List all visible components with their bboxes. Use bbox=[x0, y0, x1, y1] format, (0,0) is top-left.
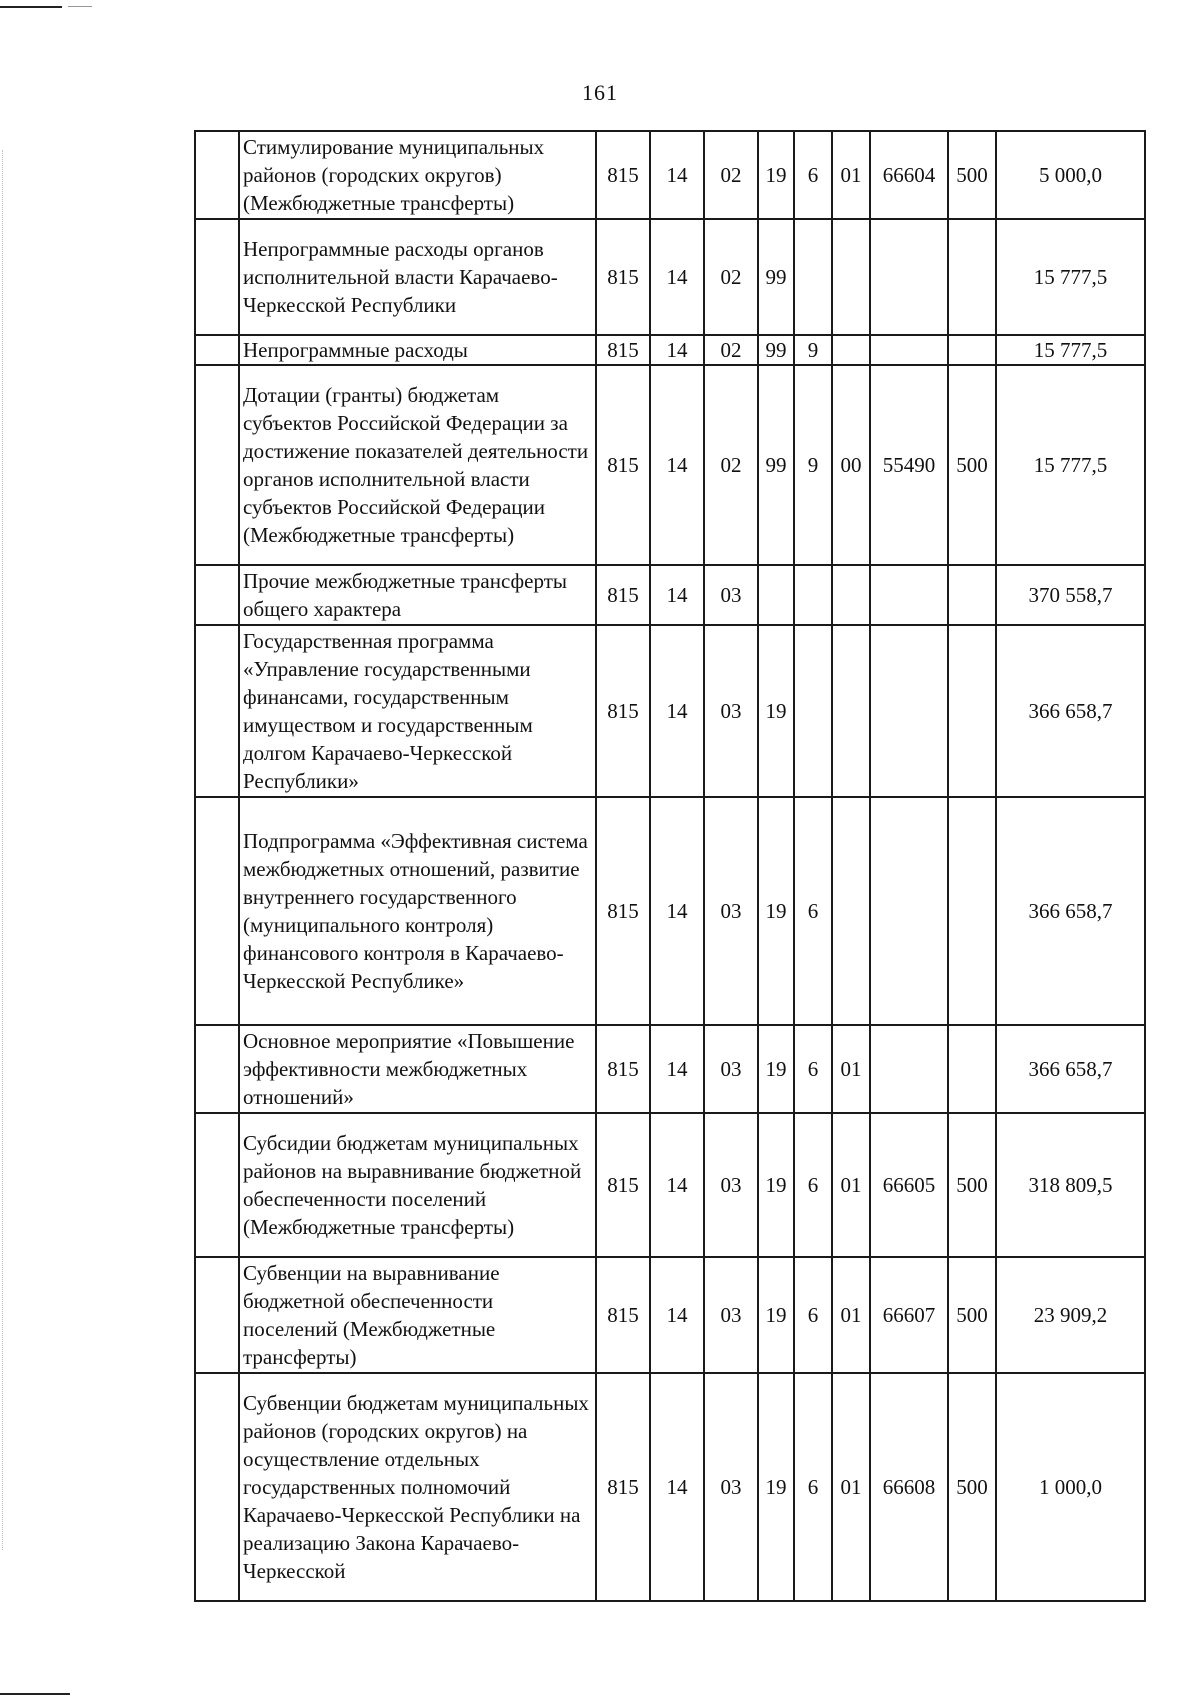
row-number-cell bbox=[195, 1025, 239, 1113]
direction-code: 66605 bbox=[870, 1113, 948, 1257]
amount: 318 809,5 bbox=[996, 1113, 1145, 1257]
subsection-code: 03 bbox=[704, 1025, 758, 1113]
item-name: Подпрограмма «Эффективная система межбюджетных отношений, развитие внутреннего государственного (муниципального контроля) финансового контроля в Карачаево-Черкесской Республике» bbox=[239, 797, 596, 1025]
table-row bbox=[195, 565, 1145, 625]
program-code: 19 bbox=[758, 1113, 794, 1257]
expense-type-code bbox=[948, 219, 996, 335]
subsection-code: 03 bbox=[704, 625, 758, 797]
activity-code bbox=[832, 565, 870, 625]
activity-code bbox=[832, 797, 870, 1025]
amount: 366 658,7 bbox=[996, 1025, 1145, 1113]
section-code: 14 bbox=[650, 131, 704, 219]
item-name: Государственная программа «Управление государственными финансами, государственным имуществом и государственным долгом Карачаево-Черкесской Республики» bbox=[239, 625, 596, 797]
expense-type-code bbox=[948, 565, 996, 625]
direction-code bbox=[870, 797, 948, 1025]
expense-type-code: 500 bbox=[948, 1113, 996, 1257]
section-code: 14 bbox=[650, 335, 704, 365]
table-row bbox=[195, 365, 1145, 565]
section-code: 14 bbox=[650, 365, 704, 565]
row-number-cell bbox=[195, 625, 239, 797]
subsection-code: 03 bbox=[704, 1113, 758, 1257]
subprogram-code bbox=[794, 565, 832, 625]
row-number-cell bbox=[195, 219, 239, 335]
table-row bbox=[195, 1025, 1145, 1113]
program-code: 19 bbox=[758, 131, 794, 219]
subprogram-code bbox=[794, 625, 832, 797]
activity-code: 01 bbox=[832, 131, 870, 219]
table-row bbox=[195, 1257, 1145, 1373]
section-code: 14 bbox=[650, 625, 704, 797]
subprogram-code: 6 bbox=[794, 1113, 832, 1257]
ministry-code: 815 bbox=[596, 365, 650, 565]
table-row bbox=[195, 797, 1145, 1025]
ministry-code: 815 bbox=[596, 219, 650, 335]
subsection-code: 03 bbox=[704, 797, 758, 1025]
table-row bbox=[195, 131, 1145, 219]
budget-table bbox=[194, 130, 1146, 1602]
amount: 370 558,7 bbox=[996, 565, 1145, 625]
subprogram-code: 9 bbox=[794, 335, 832, 365]
row-number-cell bbox=[195, 335, 239, 365]
expense-type-code bbox=[948, 797, 996, 1025]
scan-edge-mark bbox=[0, 6, 62, 8]
activity-code: 01 bbox=[832, 1113, 870, 1257]
subprogram-code: 6 bbox=[794, 1373, 832, 1601]
program-code: 19 bbox=[758, 1257, 794, 1373]
ministry-code: 815 bbox=[596, 1113, 650, 1257]
activity-code: 01 bbox=[832, 1025, 870, 1113]
section-code: 14 bbox=[650, 797, 704, 1025]
activity-code: 01 bbox=[832, 1257, 870, 1373]
row-number-cell bbox=[195, 365, 239, 565]
item-name: Непрограммные расходы bbox=[239, 335, 596, 365]
item-name: Дотации (гранты) бюджетам субъектов Российской Федерации за достижение показателей деятельности органов исполнительной власти субъектов Российской Федерации (Межбюджетные трансферты) bbox=[239, 365, 596, 565]
subprogram-code: 6 bbox=[794, 797, 832, 1025]
subsection-code: 03 bbox=[704, 1373, 758, 1601]
activity-code bbox=[832, 219, 870, 335]
activity-code bbox=[832, 625, 870, 797]
direction-code: 55490 bbox=[870, 365, 948, 565]
program-code: 19 bbox=[758, 625, 794, 797]
subsection-code: 02 bbox=[704, 219, 758, 335]
scan-edge-mark bbox=[68, 6, 92, 7]
amount: 23 909,2 bbox=[996, 1257, 1145, 1373]
item-name: Субвенции на выравнивание бюджетной обеспеченности поселений (Межбюджетные трансферты) bbox=[239, 1257, 596, 1373]
subprogram-code: 6 bbox=[794, 1025, 832, 1113]
row-number-cell bbox=[195, 797, 239, 1025]
amount: 15 777,5 bbox=[996, 365, 1145, 565]
section-code: 14 bbox=[650, 1113, 704, 1257]
item-name: Субвенции бюджетам муниципальных районов (городских округов) на осуществление отдельных государственных полномочий Карачаево-Черкесской Республики на реализацию Закона Карачаево-Черкесской bbox=[239, 1373, 596, 1601]
section-code: 14 bbox=[650, 1025, 704, 1113]
direction-code bbox=[870, 625, 948, 797]
direction-code bbox=[870, 565, 948, 625]
subsection-code: 02 bbox=[704, 335, 758, 365]
activity-code: 01 bbox=[832, 1373, 870, 1601]
expense-type-code: 500 bbox=[948, 365, 996, 565]
direction-code: 66608 bbox=[870, 1373, 948, 1601]
program-code: 19 bbox=[758, 797, 794, 1025]
subsection-code: 02 bbox=[704, 131, 758, 219]
ministry-code: 815 bbox=[596, 131, 650, 219]
ministry-code: 815 bbox=[596, 565, 650, 625]
scan-edge-mark bbox=[0, 1693, 70, 1695]
amount: 15 777,5 bbox=[996, 335, 1145, 365]
direction-code: 66604 bbox=[870, 131, 948, 219]
activity-code bbox=[832, 335, 870, 365]
row-number-cell bbox=[195, 565, 239, 625]
program-code: 99 bbox=[758, 335, 794, 365]
subprogram-code: 6 bbox=[794, 131, 832, 219]
item-name: Субсидии бюджетам муниципальных районов на выравнивание бюджетной обеспеченности поселений (Межбюджетные трансферты) bbox=[239, 1113, 596, 1257]
program-code: 99 bbox=[758, 219, 794, 335]
row-number-cell bbox=[195, 1257, 239, 1373]
row-number-cell bbox=[195, 131, 239, 219]
amount: 1 000,0 bbox=[996, 1373, 1145, 1601]
table-row bbox=[195, 625, 1145, 797]
direction-code bbox=[870, 335, 948, 365]
expense-type-code bbox=[948, 625, 996, 797]
subprogram-code bbox=[794, 219, 832, 335]
amount: 366 658,7 bbox=[996, 625, 1145, 797]
program-code: 99 bbox=[758, 365, 794, 565]
section-code: 14 bbox=[650, 565, 704, 625]
subsection-code: 02 bbox=[704, 365, 758, 565]
ministry-code: 815 bbox=[596, 1257, 650, 1373]
ministry-code: 815 bbox=[596, 1025, 650, 1113]
program-code: 19 bbox=[758, 1025, 794, 1113]
direction-code: 66607 bbox=[870, 1257, 948, 1373]
page-number: 161 bbox=[582, 80, 618, 105]
expense-type-code: 500 bbox=[948, 1257, 996, 1373]
section-code: 14 bbox=[650, 219, 704, 335]
subsection-code: 03 bbox=[704, 565, 758, 625]
amount: 15 777,5 bbox=[996, 219, 1145, 335]
ministry-code: 815 bbox=[596, 335, 650, 365]
item-name: Стимулирование муниципальных районов (городских округов) (Межбюджетные трансферты) bbox=[239, 131, 596, 219]
expense-type-code bbox=[948, 1025, 996, 1113]
section-code: 14 bbox=[650, 1373, 704, 1601]
expense-type-code: 500 bbox=[948, 131, 996, 219]
expense-type-code: 500 bbox=[948, 1373, 996, 1601]
table-row bbox=[195, 1113, 1145, 1257]
subprogram-code: 6 bbox=[794, 1257, 832, 1373]
row-number-cell bbox=[195, 1113, 239, 1257]
direction-code bbox=[870, 219, 948, 335]
expense-type-code bbox=[948, 335, 996, 365]
amount: 366 658,7 bbox=[996, 797, 1145, 1025]
ministry-code: 815 bbox=[596, 797, 650, 1025]
program-code bbox=[758, 565, 794, 625]
section-code: 14 bbox=[650, 1257, 704, 1373]
row-number-cell bbox=[195, 1373, 239, 1601]
scan-edge-line bbox=[2, 150, 3, 1550]
ministry-code: 815 bbox=[596, 1373, 650, 1601]
table-row bbox=[195, 1373, 1145, 1601]
table-row bbox=[195, 335, 1145, 365]
direction-code bbox=[870, 1025, 948, 1113]
item-name: Непрограммные расходы органов исполнительной власти Карачаево-Черкесской Республики bbox=[239, 219, 596, 335]
item-name: Основное мероприятие «Повышение эффективности межбюджетных отношений» bbox=[239, 1025, 596, 1113]
activity-code: 00 bbox=[832, 365, 870, 565]
subsection-code: 03 bbox=[704, 1257, 758, 1373]
amount: 5 000,0 bbox=[996, 131, 1145, 219]
program-code: 19 bbox=[758, 1373, 794, 1601]
item-name: Прочие межбюджетные трансферты общего характера bbox=[239, 565, 596, 625]
table-row bbox=[195, 219, 1145, 335]
subprogram-code: 9 bbox=[794, 365, 832, 565]
ministry-code: 815 bbox=[596, 625, 650, 797]
